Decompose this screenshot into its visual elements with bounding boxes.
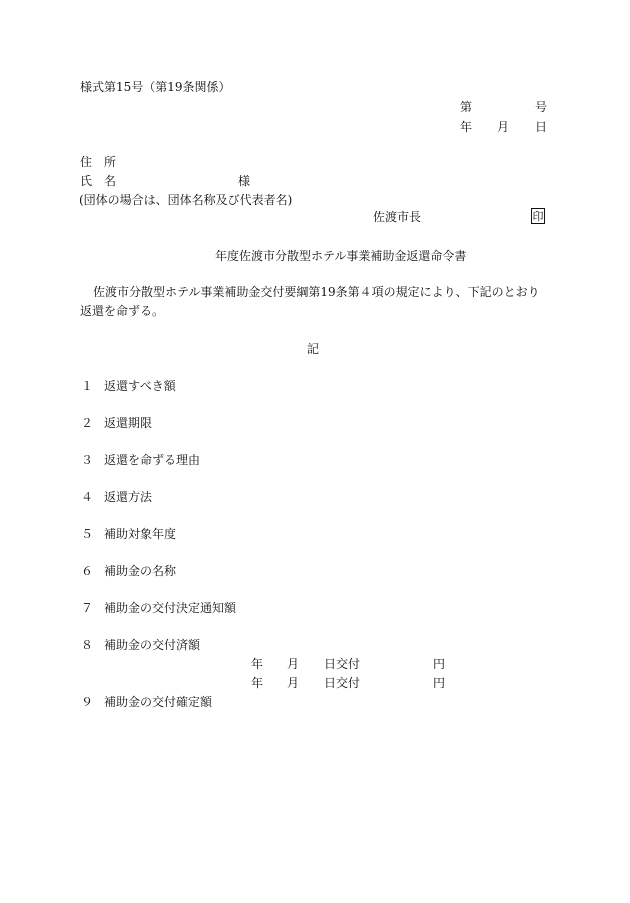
- item-label: 補助金の交付確定額: [104, 695, 213, 709]
- issuer-title: 佐渡市長: [373, 210, 422, 224]
- item-number: ９: [81, 695, 94, 709]
- honorific: 様: [238, 174, 251, 188]
- item-label: 補助対象年度: [104, 527, 177, 541]
- item-label: 返還期限: [104, 416, 153, 430]
- date-day: 日: [535, 120, 548, 134]
- grant-row-year: 年: [251, 657, 264, 671]
- grant-row-year: 年: [251, 676, 264, 690]
- item-number: ６: [81, 564, 94, 578]
- body-text-line-2: 返還を命ずる。: [80, 304, 165, 318]
- grant-row-day: 日交付: [324, 657, 361, 671]
- item-number: ７: [81, 601, 94, 615]
- item-number: ３: [81, 453, 94, 467]
- name-label: 氏 名: [80, 174, 117, 188]
- item-label: 返還すべき額: [104, 379, 176, 393]
- grant-row-yen: 円: [433, 676, 446, 690]
- item-label: 補助金の交付決定通知額: [104, 601, 237, 615]
- ki-heading: 記: [307, 342, 320, 356]
- item-label: 補助金の名称: [104, 564, 177, 578]
- item-number: １: [81, 379, 94, 393]
- grant-row-day: 日交付: [324, 676, 361, 690]
- grant-row-yen: 円: [433, 657, 446, 671]
- body-text-line-1: 佐渡市分散型ホテル事業補助金交付要綱第19条第４項の規定により、下記のとおり: [93, 285, 540, 299]
- seal-mark: 印: [532, 209, 544, 223]
- grant-row-month: 月: [287, 657, 300, 671]
- item-number: ５: [81, 527, 94, 541]
- date-month: 月: [497, 120, 510, 134]
- item-number: ４: [81, 490, 94, 504]
- item-label: 返還方法: [104, 490, 153, 504]
- document-title: 年度佐渡市分散型ホテル事業補助金返還命令書: [215, 249, 467, 263]
- item-label: 補助金の交付済額: [104, 638, 201, 652]
- group-note: (団体の場合は、団体名称及び代表者名): [79, 193, 293, 207]
- item-number: ８: [81, 638, 94, 652]
- doc-number-suffix: 号: [535, 100, 548, 114]
- item-label: 返還を命ずる理由: [104, 453, 201, 467]
- form-number: 様式第15号（第19条関係）: [80, 80, 231, 94]
- grant-row-month: 月: [287, 676, 300, 690]
- doc-number-prefix: 第: [460, 100, 473, 114]
- date-year: 年: [460, 120, 473, 134]
- item-number: ２: [81, 416, 94, 430]
- address-label: 住 所: [80, 155, 117, 169]
